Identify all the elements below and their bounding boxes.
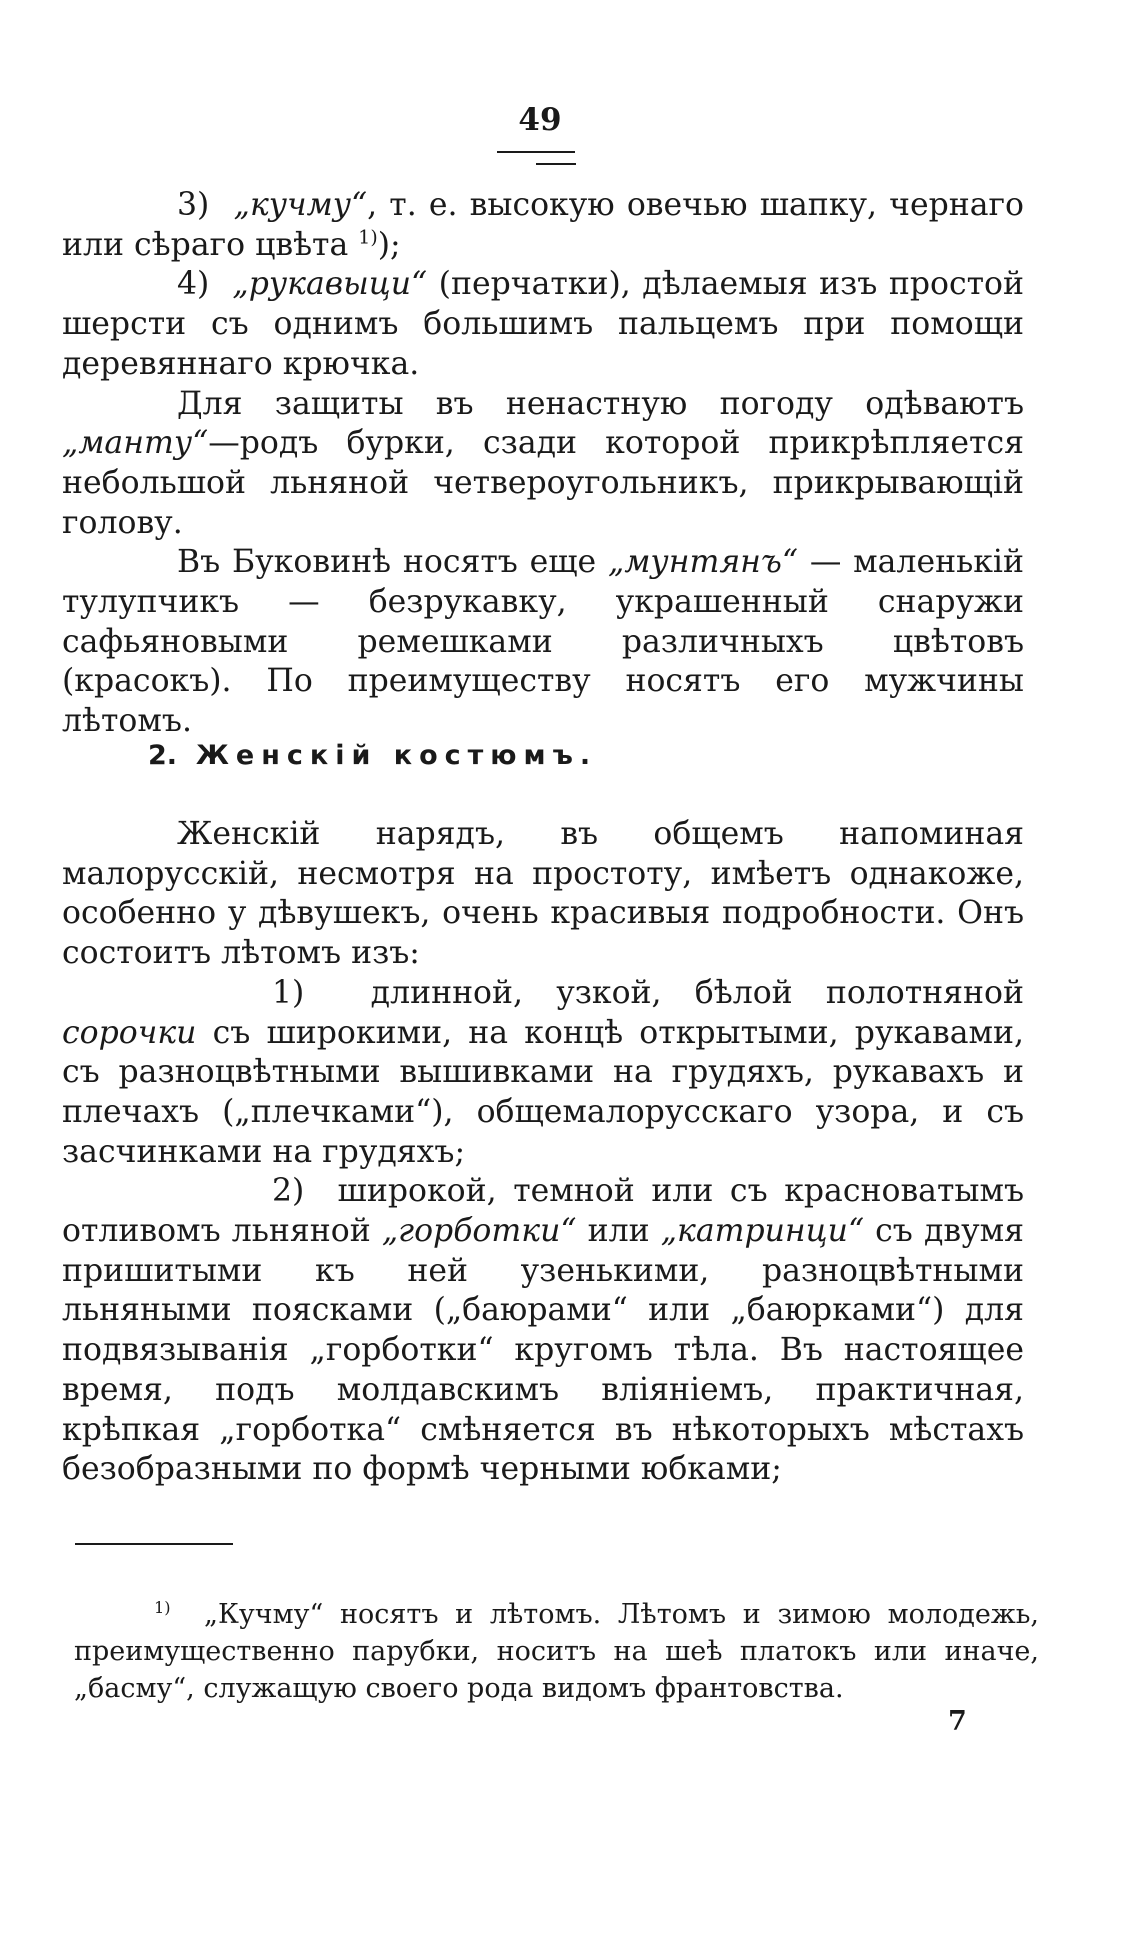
paragraph-women-costume: Женскій нарядъ, въ общемъ напоминая малорусскій, несмотря на простоту, имѣетъ однакоже, особенно у дѣвушекъ, очень красивыя подробности. Онъ состоитъ лѣтомъ изъ:: [62, 816, 1024, 972]
section-title: Женскій костюмъ.: [195, 740, 598, 771]
footnote-body: „Кучму“ носятъ и лѣтомъ. Лѣтомъ и зимою молодежь, преимущественно парубки, носитъ на шеѣ платокъ или иначе, „басму“, служащую своего рода видомъ франтовства.: [74, 1599, 1039, 1704]
paragraph-muntyan: [62, 543, 1024, 742]
page-number-rule-short: [536, 163, 576, 165]
term-sorochka: сорочки: [62, 1014, 197, 1051]
list-item-number: 2): [272, 1173, 305, 1210]
list-item-text: широкой, темной или съ красноватымъ отливомъ льняной: [62, 1173, 1024, 1250]
paragraph-text: Въ Буковинѣ носятъ еще: [177, 544, 608, 581]
list-item-text: , т. е. высокую овечью шапку, чернаго или сѣраго цвѣта: [62, 187, 1025, 263]
list-item-text-end: съ широкими, на концѣ открытыми, рукавами, съ разноцвѣтными вышивками на грудяхъ, рукавахъ и плечахъ („плечками“), общемалорусскаго узора, и съ засчинками на грудяхъ;: [62, 1014, 1024, 1170]
list-item-number: 3): [177, 187, 210, 223]
sheet-signature-number: 7: [948, 1706, 967, 1737]
term-gorbotka: „горботки“: [381, 1213, 577, 1250]
page-number: 49: [518, 102, 562, 138]
footnote-text: [74, 1596, 1039, 1707]
list-item-text-end: );: [377, 226, 401, 263]
footnote-separator: [75, 1543, 233, 1545]
page-number-rule: [497, 151, 575, 153]
main-text-lower: [62, 815, 1024, 1490]
term-kuchmu: „кучму“: [233, 187, 368, 223]
paragraph-text: Для защиты въ ненастную погоду одѣваютъ: [177, 385, 1024, 422]
main-text-upper: [62, 186, 1024, 742]
list-item-text-end: съ двумя пришитыми къ ней узенькими, разноцвѣтными льняными поясками („баюрами“ или „баюрками“) для подвязыванія „горботки“ кругомъ тѣла. Въ настоящее время, подъ молдавскимъ вліяніемъ, практичная, крѣпкая „горботка“ смѣняется въ нѣкоторыхъ мѣстахъ безобразными по формѣ черными юбками;: [62, 1213, 1024, 1488]
term-katrintsi: „катринци“: [660, 1213, 865, 1250]
term-muntyan: „мунтянъ“: [608, 544, 799, 581]
list-item-4: [62, 265, 1024, 384]
paragraph-text-end: —родъ бурки, сзади которой прикрѣпляется небольшой льняной четвероугольникъ, прикрывающій голову.: [62, 425, 1024, 541]
term-mantu: „манту“: [62, 425, 209, 462]
list-item-text: (перчатки), дѣлаемыя изъ простой шерсти съ однимъ большимъ пальцемъ при помощи деревяннаго крючка.: [62, 266, 1024, 382]
footnote-marker: 1): [154, 1598, 171, 1617]
footnote-reference[interactable]: 1): [358, 226, 378, 249]
list-item-1: [62, 974, 1024, 1173]
list-item-3: [62, 186, 1024, 265]
paragraph-text-end: — маленькій тулупчикъ — безрукавку, украшенный снаружи сафьяновыми ремешками различныхъ цвѣтовъ (красокъ). По преимуществу носятъ его мужчины лѣтомъ.: [62, 544, 1024, 740]
list-item-number: 4): [177, 266, 210, 303]
list-item-text-mid: или: [576, 1213, 661, 1250]
footnote: [74, 1596, 1039, 1707]
term-rukavytsi: „рукавыци“: [232, 266, 428, 303]
list-item-number: 1): [272, 974, 305, 1011]
section-heading: [148, 738, 597, 774]
paragraph-mantu: [62, 385, 1024, 544]
section-number: 2.: [148, 740, 178, 771]
list-item-2: [62, 1172, 1024, 1490]
list-item-text: длинной, узкой, бѣлой полотняной: [370, 974, 1025, 1011]
